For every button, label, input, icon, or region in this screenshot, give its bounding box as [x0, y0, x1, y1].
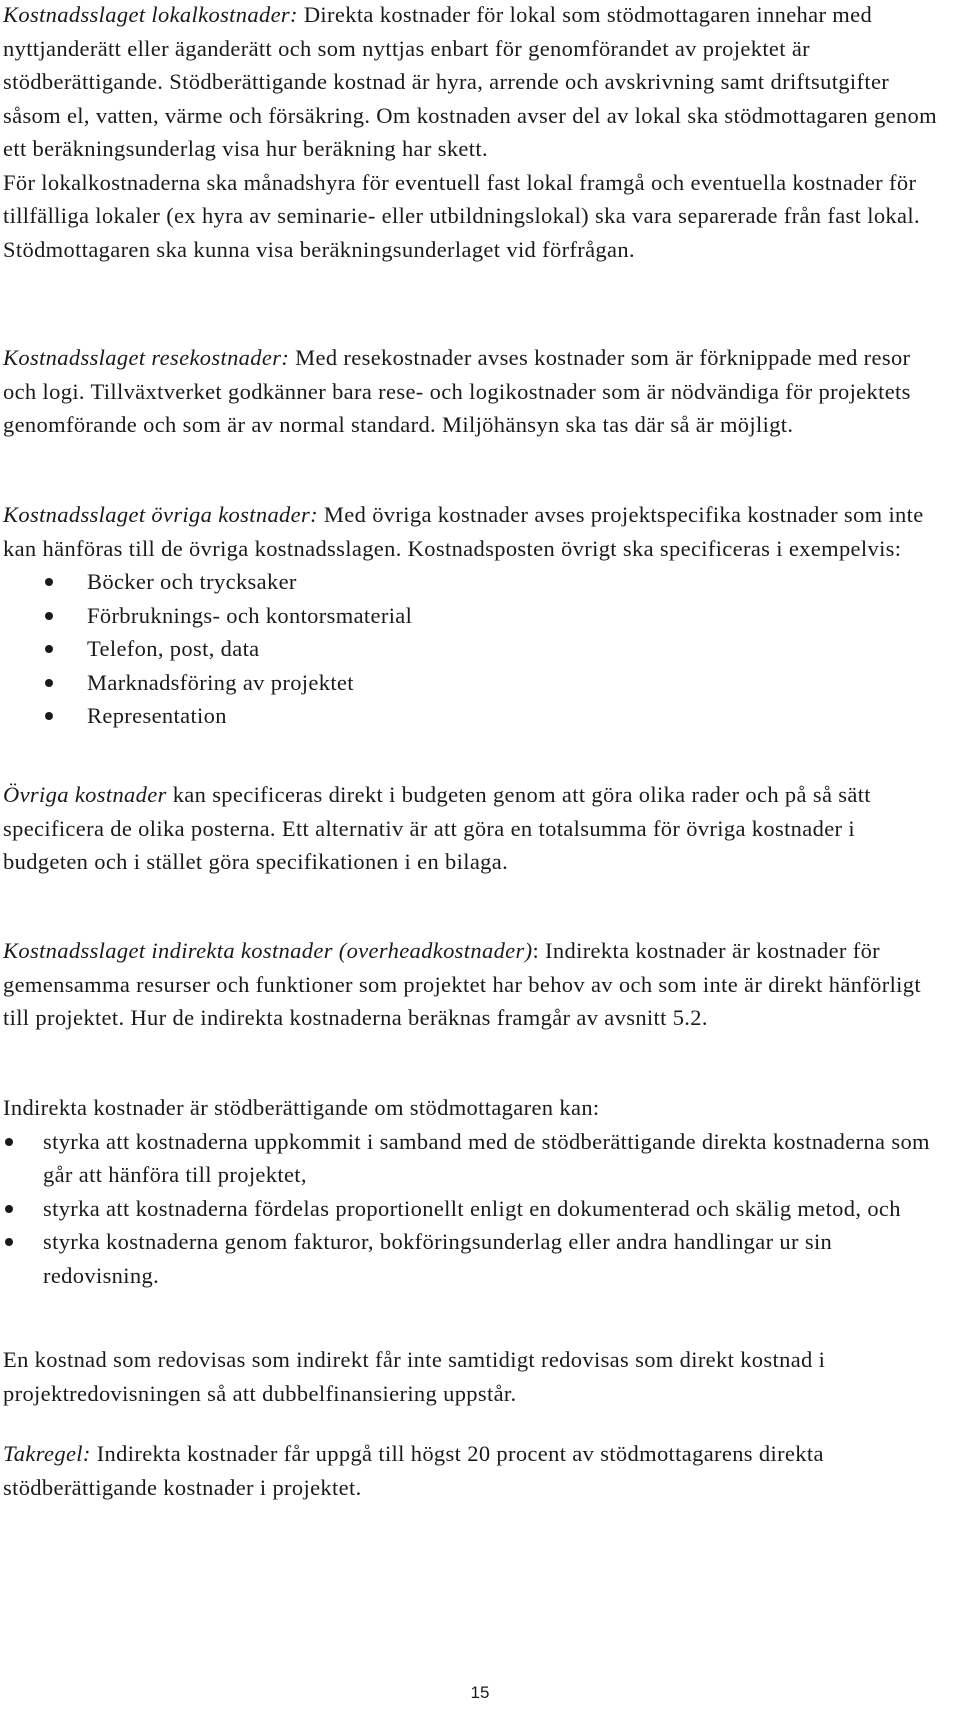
label-lokalkostnader: Kostnadsslaget lokalkostnader: — [3, 2, 298, 27]
section-ovriga-specifikation — [3, 778, 943, 879]
paragraph-lokal-separation: För lokalkostnaderna ska månadshyra för eventuell fast lokal framgå och eventuella kostnader för tillfälliga lokaler (ex hyra av seminarie- eller utbildningslokal) ska vara separerade från fast lokal. — [3, 169, 920, 228]
section-indirekta-kostnader — [3, 934, 943, 1035]
list-item: styrka att kostnaderna uppkommit i samband med de stödberättigande direkta kostnaderna som går att hänföra till projektet, — [3, 1125, 943, 1192]
list-item: styrka kostnaderna genom fakturor, bokföringsunderlag eller andra handlingar ur sin redovisning. — [3, 1225, 943, 1292]
paragraph-takregel: Takregel: Indirekta kostnader får uppgå till högst 20 procent av stödmottagarens direkta stödberättigande kostnader i projektet. — [3, 1441, 824, 1500]
section-dubbelfinansiering — [3, 1343, 943, 1410]
section-resekostnader — [3, 341, 943, 442]
list-item: Böcker och trycksaker — [3, 565, 943, 599]
list-item: Telefon, post, data — [3, 632, 943, 666]
list-item: Representation — [3, 699, 943, 733]
section-takregel — [3, 1437, 943, 1504]
paragraph-lokalkostnader: Kostnadsslaget lokalkostnader: Direkta kostnader för lokal som stödmottagaren innehar med nyttjanderätt eller äganderätt och som nyttjas enbart för genomförandet av projektet är stödberättigande. Stödberättigande kostnad är hyra, arrende och avskrivning samt driftsutgifter såsom el, vatten, värme och försäkring. Om kostnaden avser del av lokal ska stödmottagaren genom ett beräkningsunderlag visa hur beräkning har skett. — [3, 2, 937, 161]
paragraph-ovriga-kostnader: Kostnadsslaget övriga kostnader: Med övriga kostnader avses projektspecifika kostnader som inte kan hänföras till de övriga kostnadsslagen. Kostnadsposten övrigt ska specificeras i exempelvis: — [3, 502, 924, 561]
paragraph-ovriga-specifikation: Övriga kostnader kan specificeras direkt i budgeten genom att göra olika rader och på så sätt specificera de olika posterna. Ett alternativ är att göra en totalsumma för övriga kostnader i budgeten och i stället göra specifikationen i en bilaga. — [3, 782, 871, 874]
paragraph-villkor-intro: Indirekta kostnader är stödberättigande om stödmottagaren kan: — [3, 1095, 600, 1120]
label-ovriga-kostnader: Kostnadsslaget övriga kostnader: — [3, 502, 318, 527]
label-ovriga: Övriga kostnader — [3, 782, 167, 807]
ovriga-examples-list — [3, 565, 943, 733]
section-villkor — [3, 1091, 943, 1292]
list-item: Förbruknings- och kontorsmaterial — [3, 599, 943, 633]
section-ovriga-kostnader — [3, 498, 943, 733]
paragraph-resekostnader: Kostnadsslaget resekostnader: Med resekostnader avses kostnader som är förknippade med resor och logi. Tillväxtverket godkänner bara rese- och logikostnader som är nödvändiga för projektets genomförande och som är av normal standard. Miljöhänsyn ska tas där så är möjligt. — [3, 345, 911, 437]
paragraph-lokal-underlag: Stödmottagaren ska kunna visa beräkningsunderlaget vid förfrågan. — [3, 236, 635, 262]
label-takregel: Takregel: — [3, 1441, 91, 1466]
page-number: 15 — [470, 1683, 490, 1702]
villkor-list — [3, 1125, 943, 1293]
list-item: styrka att kostnaderna fördelas proportionellt enligt en dokumenterad och skälig metod, och — [3, 1192, 943, 1226]
label-resekostnader: Kostnadsslaget resekostnader: — [3, 345, 290, 370]
paragraph-dubbelfinansiering: En kostnad som redovisas som indirekt får inte samtidigt redovisas som direkt kostnad i projektredovisningen så att dubbelfinansiering uppstår. — [3, 1347, 826, 1406]
section-lokalkostnader — [3, 0, 943, 266]
list-item: Marknadsföring av projektet — [3, 666, 943, 700]
label-indirekta-kostnader: Kostnadsslaget indirekta kostnader (overheadkostnader) — [3, 938, 533, 963]
paragraph-indirekta-kostnader: Kostnadsslaget indirekta kostnader (overheadkostnader): Indirekta kostnader är kostnader för gemensamma resurser och funktioner som projektet har behov av och som inte är direkt hänförligt till projektet. Hur de indirekta kostnaderna beräknas framgår av avsnitt 5.2. — [3, 938, 921, 1030]
